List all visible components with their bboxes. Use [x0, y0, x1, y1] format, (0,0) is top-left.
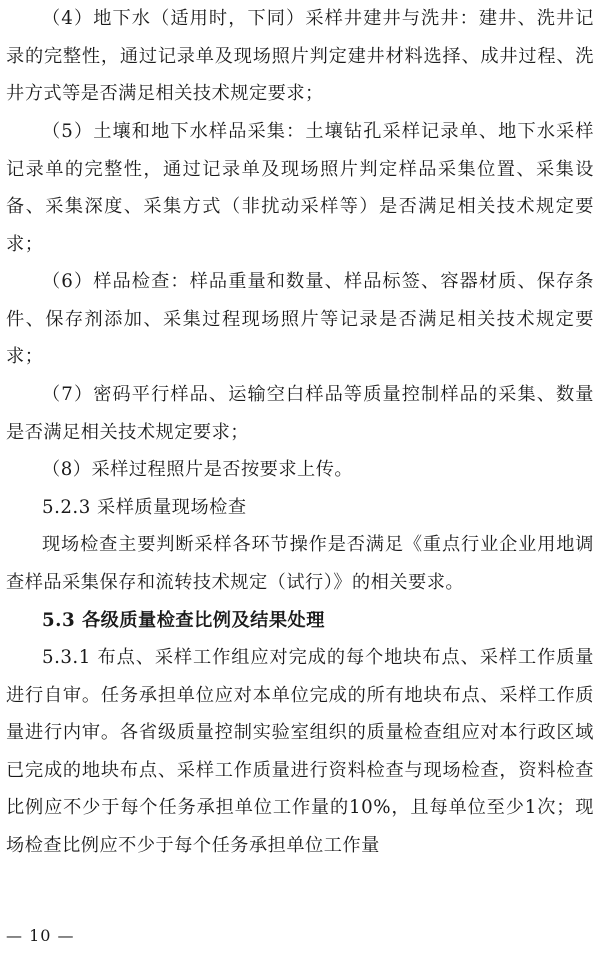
page-number: — 10 —: [6, 926, 75, 945]
paragraph-item-6: （6）样品检查：样品重量和数量、样品标签、容器材质、保存条件、保存剂添加、采集过程现场照片等记录是否满足相关技术规定要求；: [6, 271, 594, 368]
paragraph-item-8: （8）采样过程照片是否按要求上传。: [42, 459, 354, 480]
section-heading-5-3: 5.3 各级质量检查比例及结果处理: [42, 610, 325, 631]
subsection-body-5-2-3: 现场检查主要判断采样各环节操作是否满足《重点行业企业用地调查样品采集保存和流转技术规定（试行）》的相关要求。: [6, 534, 594, 593]
paragraph-item-5: （5）土壤和地下水样品采集：土壤钻孔采样记录单、地下水采样记录单的完整性，通过记录单及现场照片判定样品采集位置、采集设备、采集深度、采集方式（非扰动采样等）是否满足相关技术规定要求；: [6, 121, 594, 255]
paragraph-item-7: （7）密码平行样品、运输空白样品等质量控制样品的采集、数量是否满足相关技术规定要求；: [6, 384, 594, 443]
subsection-heading-5-2-3: 5.2.3 采样质量现场检查: [42, 497, 247, 518]
paragraph-item-4: （4）地下水（适用时，下同）采样井建井与洗井：建井、洗井记录的完整性，通过记录单及现场照片判定建井材料选择、成井过程、洗井方式等是否满足相关技术规定要求；: [6, 8, 594, 105]
section-body-5-3-1: 5.3.1 布点、采样工作组应对完成的每个地块布点、采样工作质量进行自审。任务承担单位应对本单位完成的所有地块布点、采样工作质量进行内审。各省级质量控制实验室组织的质量检查组应对本行政区域已完成的地块布点、采样工作质量进行资料检查与现场检查，资料检查比例应不少于每个任务承担单位工作量的10%，且每单位至少1次；现场检查比例应不少于每个任务承担单位工作量: [6, 647, 594, 856]
